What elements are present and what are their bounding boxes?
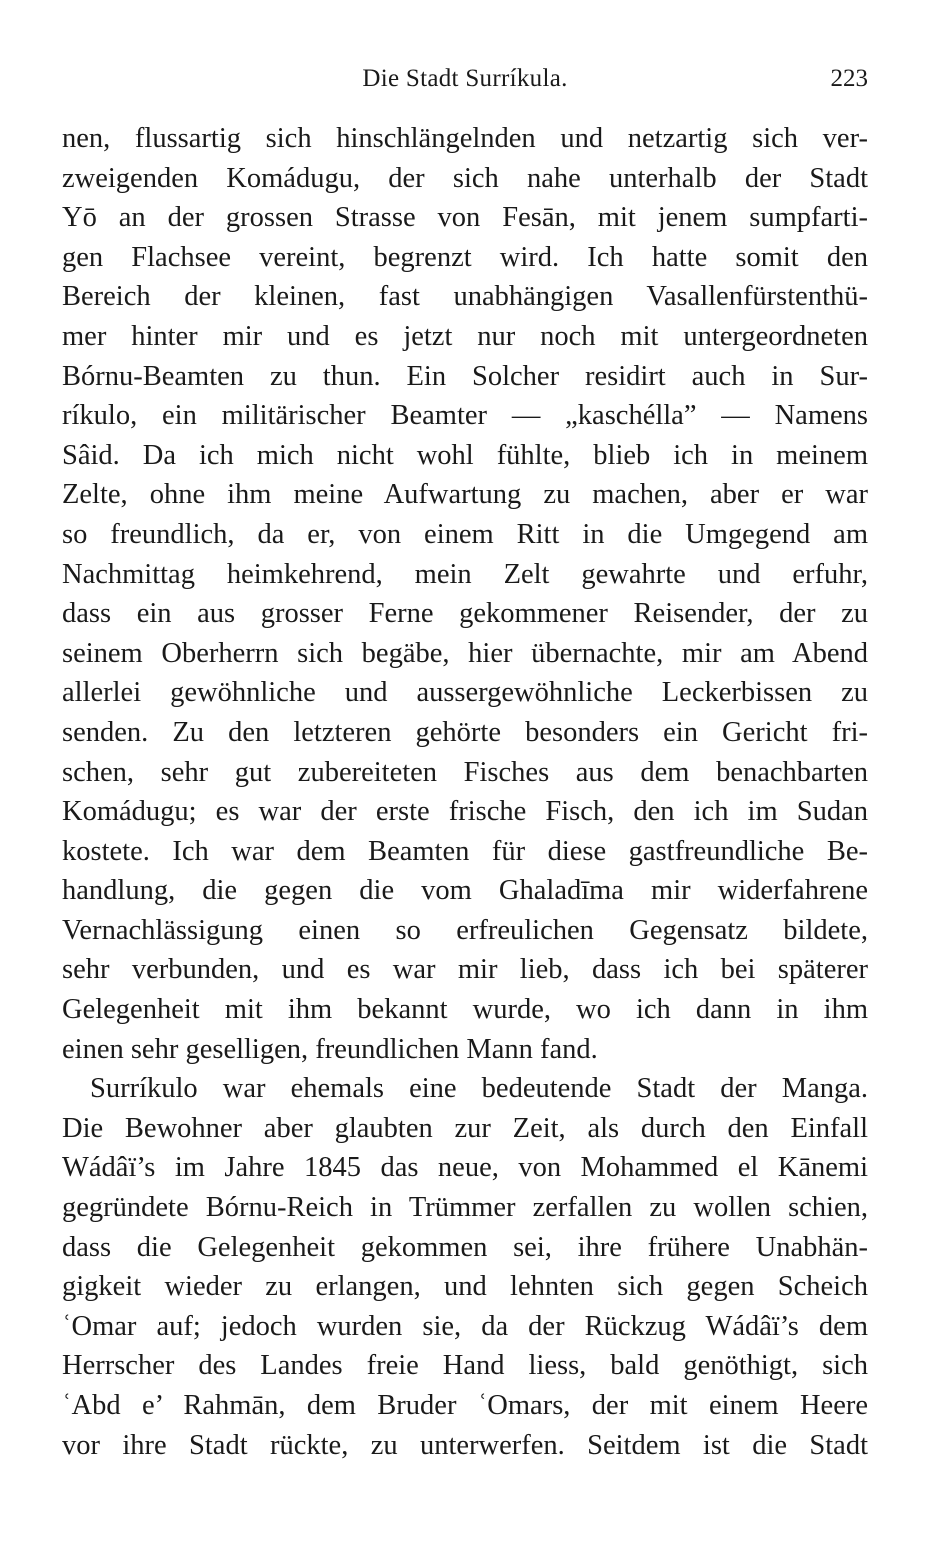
paragraph (62, 1069, 868, 1465)
text-line: schen, sehr gut zubereiteten Fisches aus dem benachbarten (62, 756, 868, 788)
text-line: Vernachlässigung einen so erfreulichen Gegensatz bildete, (62, 914, 868, 946)
text-line: Bereich der kleinen, fast unabhängigen Vasallenfürstenthü- (62, 281, 868, 313)
text-line: nen, flussartig sich hinschlängelnden und netzartig sich ver- (62, 123, 868, 154)
text-line: Nachmittag heimkehrend, mein Zelt gewahrte und erfuhr, (62, 558, 868, 590)
text-line: senden. Zu den letzteren gehörte besonders ein Gericht fri- (62, 716, 868, 748)
text-line: ʿOmar auf; jedoch wurden sie, da der Rückzug Wádâï’s dem (62, 1310, 868, 1342)
text-line: dass ein aus grosser Ferne gekommener Reisender, der zu (62, 598, 868, 630)
running-head (62, 62, 868, 96)
text-line: Gelegenheit mit ihm bekannt wurde, wo ich dann in ihm (62, 994, 868, 1026)
text-line: Sâid. Da ich mich nicht wohl fühlte, blieb ich in meinem (62, 439, 868, 471)
text-line: Yō an der grossen Strasse von Fesān, mit jenem sumpfarti- (62, 202, 868, 234)
page-number: 223 (830, 65, 868, 92)
text-line: handlung, die gegen die vom Ghaladīma mir widerfahrene (62, 875, 868, 907)
paragraph (62, 119, 868, 1069)
text-line: Komádugu; es war der erste frische Fisch, den ich im Sudan (62, 796, 868, 828)
text-line: allerlei gewöhnliche und aussergewöhnliche Leckerbissen zu (62, 677, 868, 709)
text-line: ríkulo, ein militärischer Beamter — „kaschélla” — Namens (62, 400, 868, 432)
text-line: zweigenden Komádugu, der sich nahe unterhalb der Stadt (62, 162, 868, 194)
text-line: Die Bewohner aber glaubten zur Zeit, als durch den Einfall (62, 1112, 868, 1144)
text-line: Zelte, ohne ihm meine Aufwartung zu machen, aber er war (62, 479, 868, 511)
text-line: Wádâï’s im Jahre 1845 das neue, von Mohammed el Kānemi (62, 1152, 868, 1184)
text-line: sehr verbunden, und es war mir lieb, dass ich bei späterer (62, 954, 868, 986)
body-text (62, 119, 868, 1465)
text-line: kostete. Ich war dem Beamten für diese gastfreundliche Be- (62, 835, 868, 867)
text-line: gen Flachsee vereint, begrenzt wird. Ich hatte somit den (62, 241, 868, 273)
text-line: ʿAbd e’ Rahmān, dem Bruder ʿOmars, der mit einem Heere (62, 1390, 868, 1421)
text-line: dass die Gelegenheit gekommen sei, ihre frühere Unabhän- (62, 1231, 868, 1263)
text-line: gigkeit wieder zu erlangen, und lehnten sich gegen Scheich (62, 1271, 868, 1303)
text-line: einen sehr geselligen, freundlichen Mann fand. (62, 1033, 598, 1065)
text-line: mer hinter mir und es jetzt nur noch mit untergeordneten (62, 320, 868, 352)
text-line: so freundlich, da er, von einem Ritt in die Umgegend am (62, 518, 868, 550)
text-line: Herrscher des Landes freie Hand liess, bald genöthigt, sich (62, 1350, 868, 1382)
running-title: Die Stadt Surríkula. (362, 65, 568, 92)
text-line: vor ihre Stadt rückte, zu unterwerfen. Seitdem ist die Stadt (62, 1429, 868, 1461)
text-line: seinem Oberherrn sich begäbe, hier übernachte, mir am Abend (62, 637, 868, 669)
text-line: Surríkulo war ehemals eine bedeutende Stadt der Manga. (90, 1073, 868, 1105)
text-line: Bórnu-Beamten zu thun. Ein Solcher residirt auch in Sur- (62, 360, 868, 392)
text-line: gegründete Bórnu-Reich in Trümmer zerfallen zu wollen schien, (62, 1192, 868, 1224)
